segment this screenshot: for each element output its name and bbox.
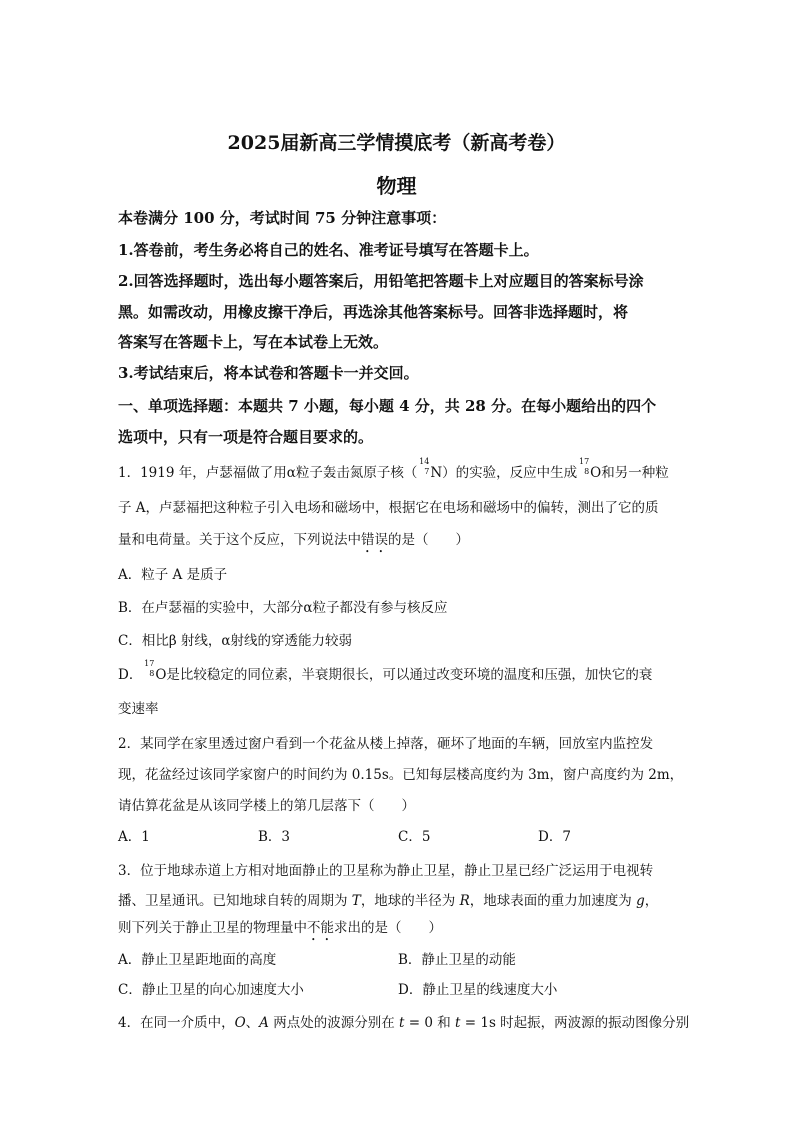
q1-option-d-cont: 变速率	[118, 701, 159, 717]
q2-line-3: 请估算花盆是从该同学楼上的第几层落下（ ）	[118, 798, 415, 814]
q1-option-b: B．在卢瑟福的实验中，大部分α粒子都没有参与核反应	[118, 600, 448, 616]
q3-option-b: B．静止卫星的动能	[398, 952, 516, 968]
nitrogen-isotope: 14 7	[419, 457, 430, 476]
exam-title: 2025届新高三学情摸底考（新高考卷）	[227, 132, 566, 154]
notice-item-2-line-1: 2.回答选择题时，选出每小题答案后，用铅笔把答题卡上对应题目的答案标号涂	[118, 272, 644, 290]
notice-item-2-line-2: 黑。如需改动，用橡皮擦干净后，再选涂其他答案标号。回答非选择题时，将	[118, 303, 629, 321]
oxygen-isotope-d: 17 8	[144, 659, 155, 678]
q3-option-d: D．静止卫星的线速度大小	[398, 982, 558, 998]
q2-option-b: B．3	[258, 829, 291, 845]
q1-option-c: C．相比β 射线，α射线的穿透能力较弱	[118, 633, 353, 649]
q2-option-a: A．1	[118, 829, 150, 845]
q1-option-d: D． 17 8 O是比较稳定的同位素，半衰期很长，可以通过改变环境的温度和压强，加快它的衰	[118, 659, 653, 683]
q3-line-2: 播、卫星通讯。已知地球自转的周期为 T，地球的半径为 R，地球表面的重力加速度为 g，	[118, 893, 659, 909]
subject-title: 物理	[376, 174, 417, 198]
q1-line-3: 量和电荷量。关于这个反应，下列说法中错误的是（ ）	[118, 532, 469, 548]
notice-item-2-line-3: 答案写在答题卡上，写在本试卷上无效。	[118, 333, 389, 351]
notice-heading: 本卷满分 100 分，考试时间 75 分钟注意事项：	[118, 209, 447, 227]
q1-emphasis: 错误	[361, 532, 388, 548]
q1-line-1: 1．1919 年，卢瑟福做了用α粒子轰击氮原子核（ 14 7 N）的实验，反应中生成 17 8 O和另一种粒	[118, 457, 669, 481]
q4-line-1: 4．在同一介质中，O、A 两点处的波源分别在 t = 0 和 t = 1s 时起振，两波源的振动图像分别	[118, 1015, 690, 1031]
section-heading-line-1: 一、单项选择题：本题共 7 小题，每小题 4 分，共 28 分。在每小题给出的四个	[118, 397, 657, 415]
q2-option-c: C．5	[398, 829, 431, 845]
notice-item-1: 1.答卷前，考生务必将自己的姓名、准考证号填写在答题卡上。	[118, 241, 539, 259]
section-heading-line-2: 选项中，只有一项是符合题目要求的。	[118, 428, 374, 446]
q1-line-2: 子 A，卢瑟福把这种粒子引入电场和磁场中，根据它在电场和磁场中的偏转，测出了它的质	[118, 500, 659, 516]
q3-line-1: 3．位于地球赤道上方相对地面静止的卫星称为静止卫星，静止卫星已经广泛运用于电视转	[118, 863, 654, 879]
q2-option-d: D．7	[538, 829, 571, 845]
q3-option-a: A．静止卫星距地面的高度	[118, 952, 277, 968]
q3-emphasis: 不能	[307, 920, 334, 936]
q3-option-c: C．静止卫星的向心加速度大小	[118, 982, 304, 998]
q3-line-3: 则下列关于静止卫星的物理量中不能求出的是（ ）	[118, 920, 442, 936]
oxygen-isotope: 17 8	[578, 457, 590, 476]
notice-item-3: 3.考试结束后，将本试卷和答题卡一并交回。	[118, 364, 419, 382]
q2-line-2: 现，花盆经过该同学家窗户的时间约为 0.15s。已知每层楼高度约为 3m，窗户高度约为 2m，	[118, 767, 684, 783]
q2-line-1: 2．某同学在家里透过窗户看到一个花盆从楼上掉落，砸坏了地面的车辆，回放室内监控发	[118, 736, 654, 752]
q1-option-a: A．粒子 A 是质子	[118, 567, 228, 583]
